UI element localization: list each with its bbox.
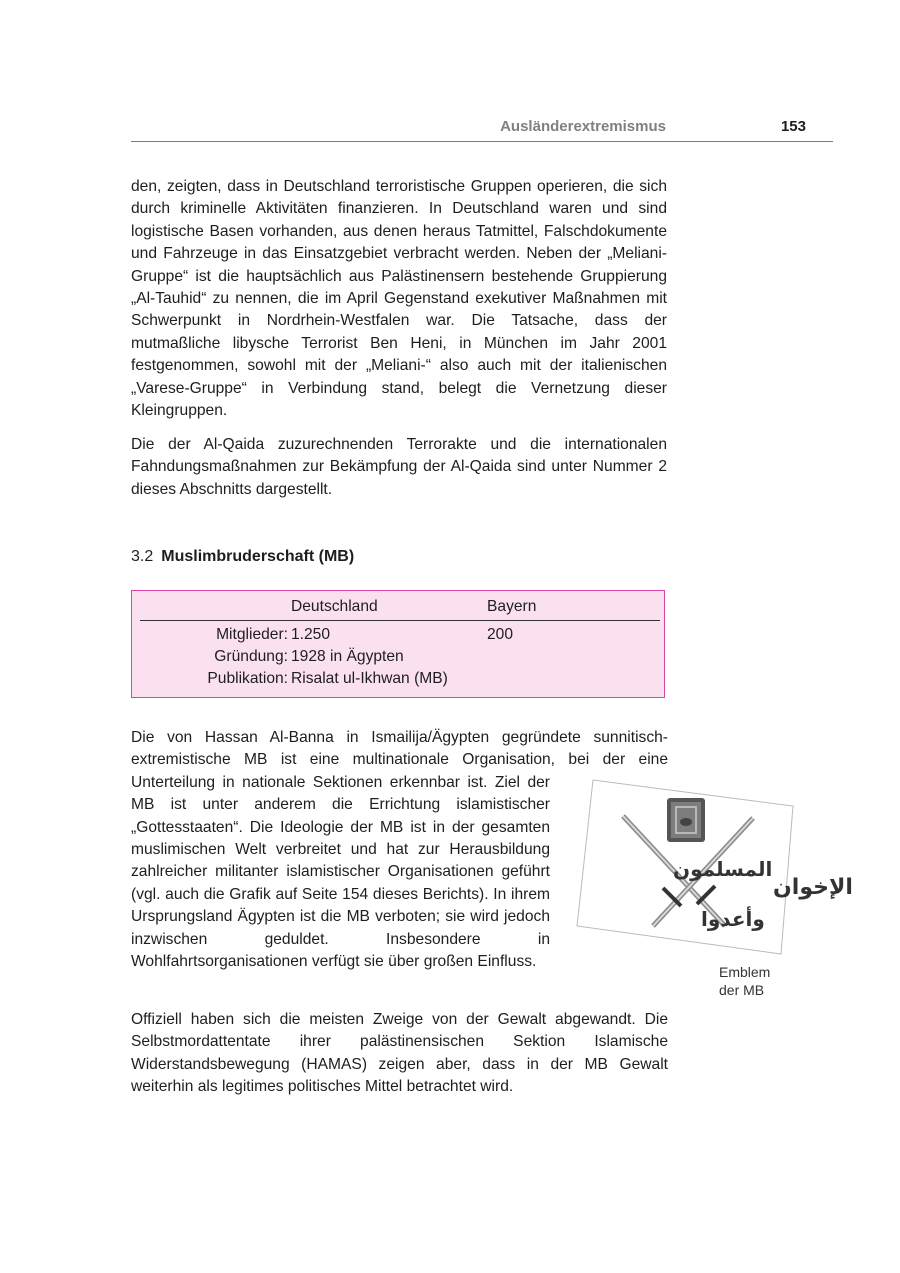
arabic-text-muslimun: المسلمون <box>673 857 773 881</box>
header-divider <box>131 141 833 142</box>
row-label-publikation: Publikation: <box>207 670 288 687</box>
section-title: Muslimbruderschaft (MB) <box>161 548 355 565</box>
emblem-caption-line2: der MB <box>719 982 765 998</box>
mb-emblem-image <box>575 776 853 956</box>
emblem-caption-line1: Emblem <box>719 964 771 980</box>
paragraph-mb-text: Die von Hassan Al-Banna in Ismailija/Ägypten gegründete sunnitisch-extremistische MB ist eine multinationale Organisation, bei der eine Unterteilung in nationale Sektionen erkennbar ist. Ziel der MB ist unter anderem die Errichtung islamistischer „Gottesstaaten“. Die Ideologie der MB ist in der gesamten muslimischen Welt verbreitet und hat zur Herausbildung zahlreicher militanter islamistischer Organisationen geführt (vgl. auch die Grafik auf Seite 154 dieses Berichts). In ihrem Ursprungsland Ägypten ist die MB verboten; sie wird jedoch inzwischen geduldet. Insbesondere in Wohlfahrtsorganisationen verfügt sie über großen Einfluss. <box>131 729 668 971</box>
value-publikation-deutschland: Risalat ul-Ikhwan (MB) <box>291 670 448 687</box>
arabic-text-ikhwan: الإخوان <box>773 875 853 900</box>
quran-book-icon <box>667 798 705 842</box>
page-number: 153 <box>780 118 806 135</box>
row-label-mitglieder: Mitglieder: <box>216 626 288 643</box>
table-header-rule <box>140 620 660 621</box>
paragraph-intro: den, zeigten, dass in Deutschland terroristische Gruppen operieren, die sich durch kriminelle Aktivitäten finanzieren. In Deutschland waren und sind logistische Basen vorhanden, aus denen heraus Tatmittel, Falschdokumente und Fahrzeuge in das Einsatzgebiet verbracht werden. Neben der „Meliani-Gruppe“ ist die hauptsächlich aus Palästinensern bestehende Gruppierung „Al-Tauhid“ zu nennen, die im April Gegenstand exekutiver Maßnahmen mit Schwerpunkt in Nordrhein-Westfalen war. Die Tatsache, dass der mutmaßliche libysche Terrorist Ben Heni, in München im Jahr 2001 festgenommen, sowohl mit der „Meliani-“ also auch mit der italienischen „Varese-Gruppe“ in Verbindung stand, belegt die Vernetzung dieser Kleingruppen. <box>131 178 667 420</box>
value-mitglieder-bayern: 200 <box>487 626 514 643</box>
column-header-deutschland: Deutschland <box>291 598 378 615</box>
value-mitglieder-deutschland: 1.250 <box>291 626 331 643</box>
paragraph-al-qaida: Die der Al-Qaida zuzurechnenden Terrorakte und die internationalen Fahndungsmaßnahmen zur Bekämpfung der Al-Qaida sind unter Nummer 2 dieses Abschnitts dargestellt. <box>131 436 667 498</box>
column-header-bayern: Bayern <box>487 598 537 615</box>
arabic-text-wa-aiddu: وأعدوا <box>701 907 765 931</box>
section-number: 3.2 <box>131 548 154 565</box>
running-header-title: Ausländerextremismus <box>500 118 666 135</box>
row-label-gruendung: Gründung: <box>214 648 288 665</box>
emblem-caption <box>719 963 789 999</box>
value-gruendung-deutschland: 1928 in Ägypten <box>291 648 404 665</box>
paragraph-violence: Offiziell haben sich die meisten Zweige von der Gewalt abgewandt. Die Selbstmordattentate ihrer palästinensischen Sektion Islamische Widerstandsbewegung (HAMAS) zeigen aber, dass in der MB Gewalt weiterhin als legitimes politisches Mittel betrachtet wird. <box>131 1011 668 1096</box>
section-heading <box>131 546 354 568</box>
fact-table <box>131 590 665 698</box>
